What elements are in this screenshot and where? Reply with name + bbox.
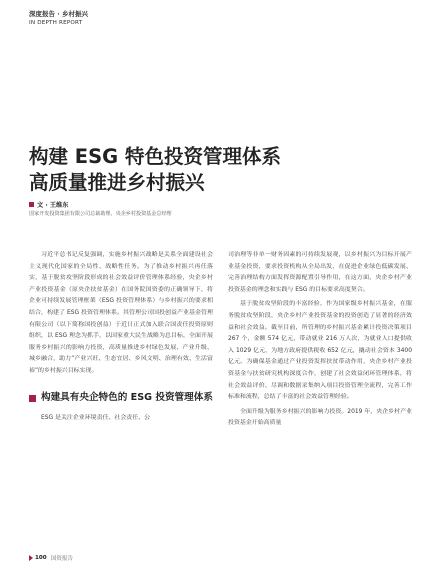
section-title: 构建具有央企特色的 ESG 投资管理体系: [41, 391, 213, 403]
article-title-line1: 构建 ESG 特色投资管理体系: [29, 145, 281, 168]
publication-name: 国资报告: [50, 556, 74, 562]
body-paragraph: ESG 是关注企业环境责任、社会责任、公: [41, 413, 151, 421]
body-paragraph: 习近平总书记反复强调，实施乡村振兴战略是关系全面建设社会主义现代化国家的全局性、战略性任务。为了推动乡村振兴再任落实，基于脱贫攻坚阶段形成的社会效益评价管理体系经验，央企乡村产业投资基金（原央企扶贫基金）在国务院国资委的正确领导下，将企业可持续发展管理框架（ESG 投资管理体系）与乡村振兴的要求相结合，构建了 ESG 投资管理体系。其管理公司国投创益产业基金管理有限公司（以下简称国投创益）于近日正式加入联合国责任投资原则组织，以 ESG 理念为抓手，以国家重大民生战略为总目标，全面开展服务乡村振兴的影响力投资，高质量推进乡村绿色发展、产业升级、城乡融合，助力“产业兴旺、生态宜居、乡风文明、治理有效、生活富裕”的乡村振兴目标实现。: [29, 251, 213, 374]
page-number: 100: [35, 555, 47, 561]
right-column: [228, 249, 412, 432]
article-title-line2: 高质量推进乡村振兴: [29, 171, 205, 194]
body-paragraph: 全面升级为服务乡村振兴的影响力投资。2019 年，央企乡村产业投资基金开始高质量: [228, 407, 412, 427]
body-paragraph: 司治理等非单一财务因素的可持续发展观，以乡村振兴为目标开展产业基金投资，要求投资机构从全局出发，在促进企业绿色低碳发展、完善治理结构方面发挥资源配置引导作用，在这方面，央企乡村产业投资基金的理念和实践与 ESG 的目标要求高度契合。: [228, 251, 412, 293]
section-heading: [29, 391, 213, 404]
author-affiliation: 国家开发投资集团有限公司总裁助理、央企乡村投资基金总经理: [29, 211, 172, 217]
section-square-icon: [29, 395, 36, 402]
running-header: [29, 10, 88, 27]
triangle-icon: [29, 555, 33, 561]
body-paragraph: 基于脱贫攻坚阶段的丰富经验，作为国家级乡村振兴基金，在服务脱贫攻坚阶段，央企乡村产业投资基金的投资创造了显著的经济效益和社会效益。截至目前，所管理的乡村振兴基金累计投资决策项目 267 个，金额 574 亿元，带动就业 216 万人次，为就业人口提供收入 1029 亿元，为地方政府提供税收 652 亿元，撬动社会资本 3400 亿元。为确保基金通过产业投资发挥扶贫带动作用，央企乡村产业投资基金与扶贫研究机构深度合作，创建了社会效益闭环管理体系，将社会效益评价、尽调和数据采集纳入项目投资管理全流程，完善工作标准和流程，总结了丰富的社会效益管理经验。: [228, 300, 412, 401]
left-column: [29, 249, 213, 426]
header-section-zh: 深度报告 · 乡村振兴: [29, 10, 88, 18]
author-name: 文 · 王维东: [37, 202, 69, 209]
byline-marker-icon: [29, 202, 34, 207]
page-footer: [29, 554, 73, 562]
byline: [29, 200, 68, 209]
header-section-en: IN DEPTH REPORT: [29, 20, 83, 26]
